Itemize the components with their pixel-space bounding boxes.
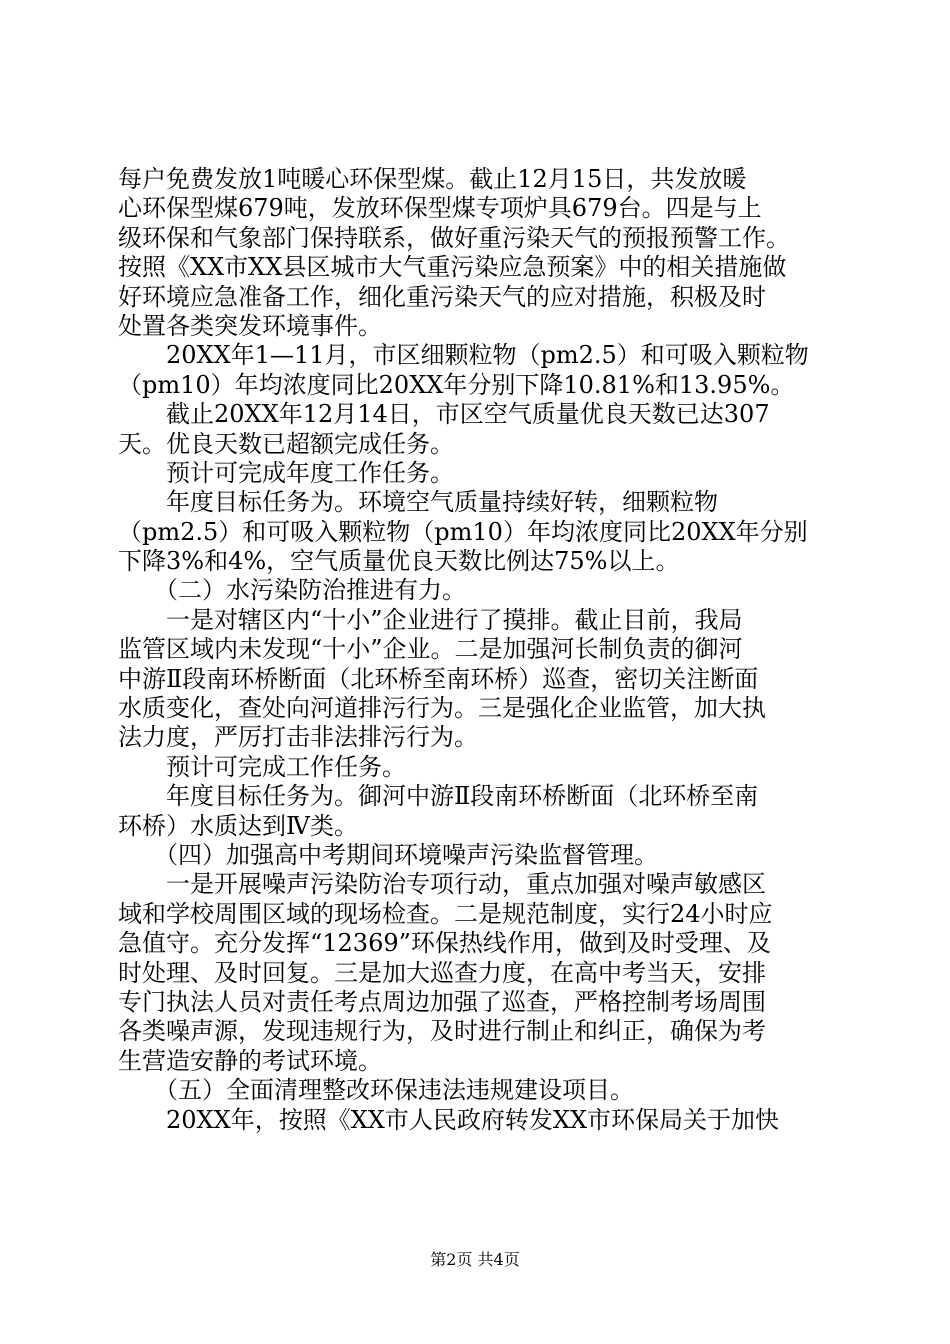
text-line: 专门执法人员对责任考点周边加强了巡查，严格控制考场周围 xyxy=(118,987,766,1016)
text-line: 各类噪声源，发现违规行为，及时进行制止和纠正，确保为考 xyxy=(118,1017,766,1046)
text-line: （pm10）年均浓度同比20XX年分别下降10.81%和13.95%。 xyxy=(118,370,795,399)
text-line: 预计可完成年度工作任务。 xyxy=(118,458,454,487)
text-line: 水质变化，查处向河道排污行为。三是强化企业监管，加大执 xyxy=(118,694,766,723)
text-line: 下降3%和4%，空气质量优良天数比例达75%以上。 xyxy=(118,547,680,576)
text-line: 心环保型煤679吨，发放环保型煤专项炉具679台。四是与上 xyxy=(118,194,762,223)
text-line: 法力度，严厉打击非法排污行为。 xyxy=(118,723,478,752)
section-heading: （四）加强高中考期间环境噪声污染监督管理。 xyxy=(118,840,658,869)
text-line: 预计可完成工作任务。 xyxy=(118,752,406,781)
text-line: 急值守。充分发挥“12369”环保热线作用，做到及时受理、及 xyxy=(118,929,771,958)
text-line: 年度目标任务为。环境空气质量持续好转，细颗粒物 xyxy=(118,488,718,517)
text-line: 截止20XX年12月14日，市区空气质量优良天数已达307 xyxy=(118,400,770,429)
text-line: 监管区域内未发现“十小”企业。二是加强河长制负责的御河 xyxy=(118,635,743,664)
text-line: 中游Ⅱ段南环桥断面（北环桥至南环桥）巡查，密切关注断面 xyxy=(118,664,759,693)
text-line: 一是开展噪声污染防治专项行动，重点加强对噪声敏感区 xyxy=(118,870,766,899)
text-line: 年度目标任务为。御河中游Ⅱ段南环桥断面（北环桥至南 xyxy=(118,782,759,811)
text-line: 生营造安静的考试环境。 xyxy=(118,1046,382,1075)
text-line: 按照《XX市XX县区城市大气重污染应急预案》中的相关措施做 xyxy=(118,253,787,282)
text-line: 每户免费发放1吨暖心环保型煤。截止12月15日，共发放暖 xyxy=(118,165,747,193)
section-heading: （二）水污染防治推进有力。 xyxy=(118,576,466,605)
page-number-footer: 第2页 共4页 xyxy=(430,1250,520,1269)
text-line: 一是对辖区内“十小”企业进行了摸排。截止目前，我局 xyxy=(118,605,743,634)
text-line: 20XX年1—11月，市区细颗粒物（pm2.5）和可吸入颗粒物 xyxy=(118,341,809,370)
section-heading: （五）全面清理整改环保违法违规建设项目。 xyxy=(118,1076,634,1105)
text-line: 时处理、及时回复。三是加大巡查力度，在高中考当天，安排 xyxy=(118,958,766,987)
text-line: （pm2.5）和可吸入颗粒物（pm10）年均浓度同比20XX年分别 xyxy=(118,517,808,546)
text-line: 域和学校周围区域的现场检查。二是规范制度，实行24小时应 xyxy=(118,899,773,928)
text-line: 天。优良天数已超额完成任务。 xyxy=(118,429,454,458)
text-line: 处置各类突发环境事件。 xyxy=(118,311,382,340)
text-line: 级环保和气象部门保持联系，做好重污染天气的预报预警工作。 xyxy=(118,223,790,252)
text-line: 环桥）水质达到Ⅳ类。 xyxy=(118,811,358,840)
text-line: 好环境应急准备工作，细化重污染天气的应对措施，积极及时 xyxy=(118,282,766,311)
text-line: 20XX年，按照《XX市人民政府转发XX市环保局关于加快 xyxy=(118,1105,780,1134)
document-body xyxy=(118,165,834,1135)
